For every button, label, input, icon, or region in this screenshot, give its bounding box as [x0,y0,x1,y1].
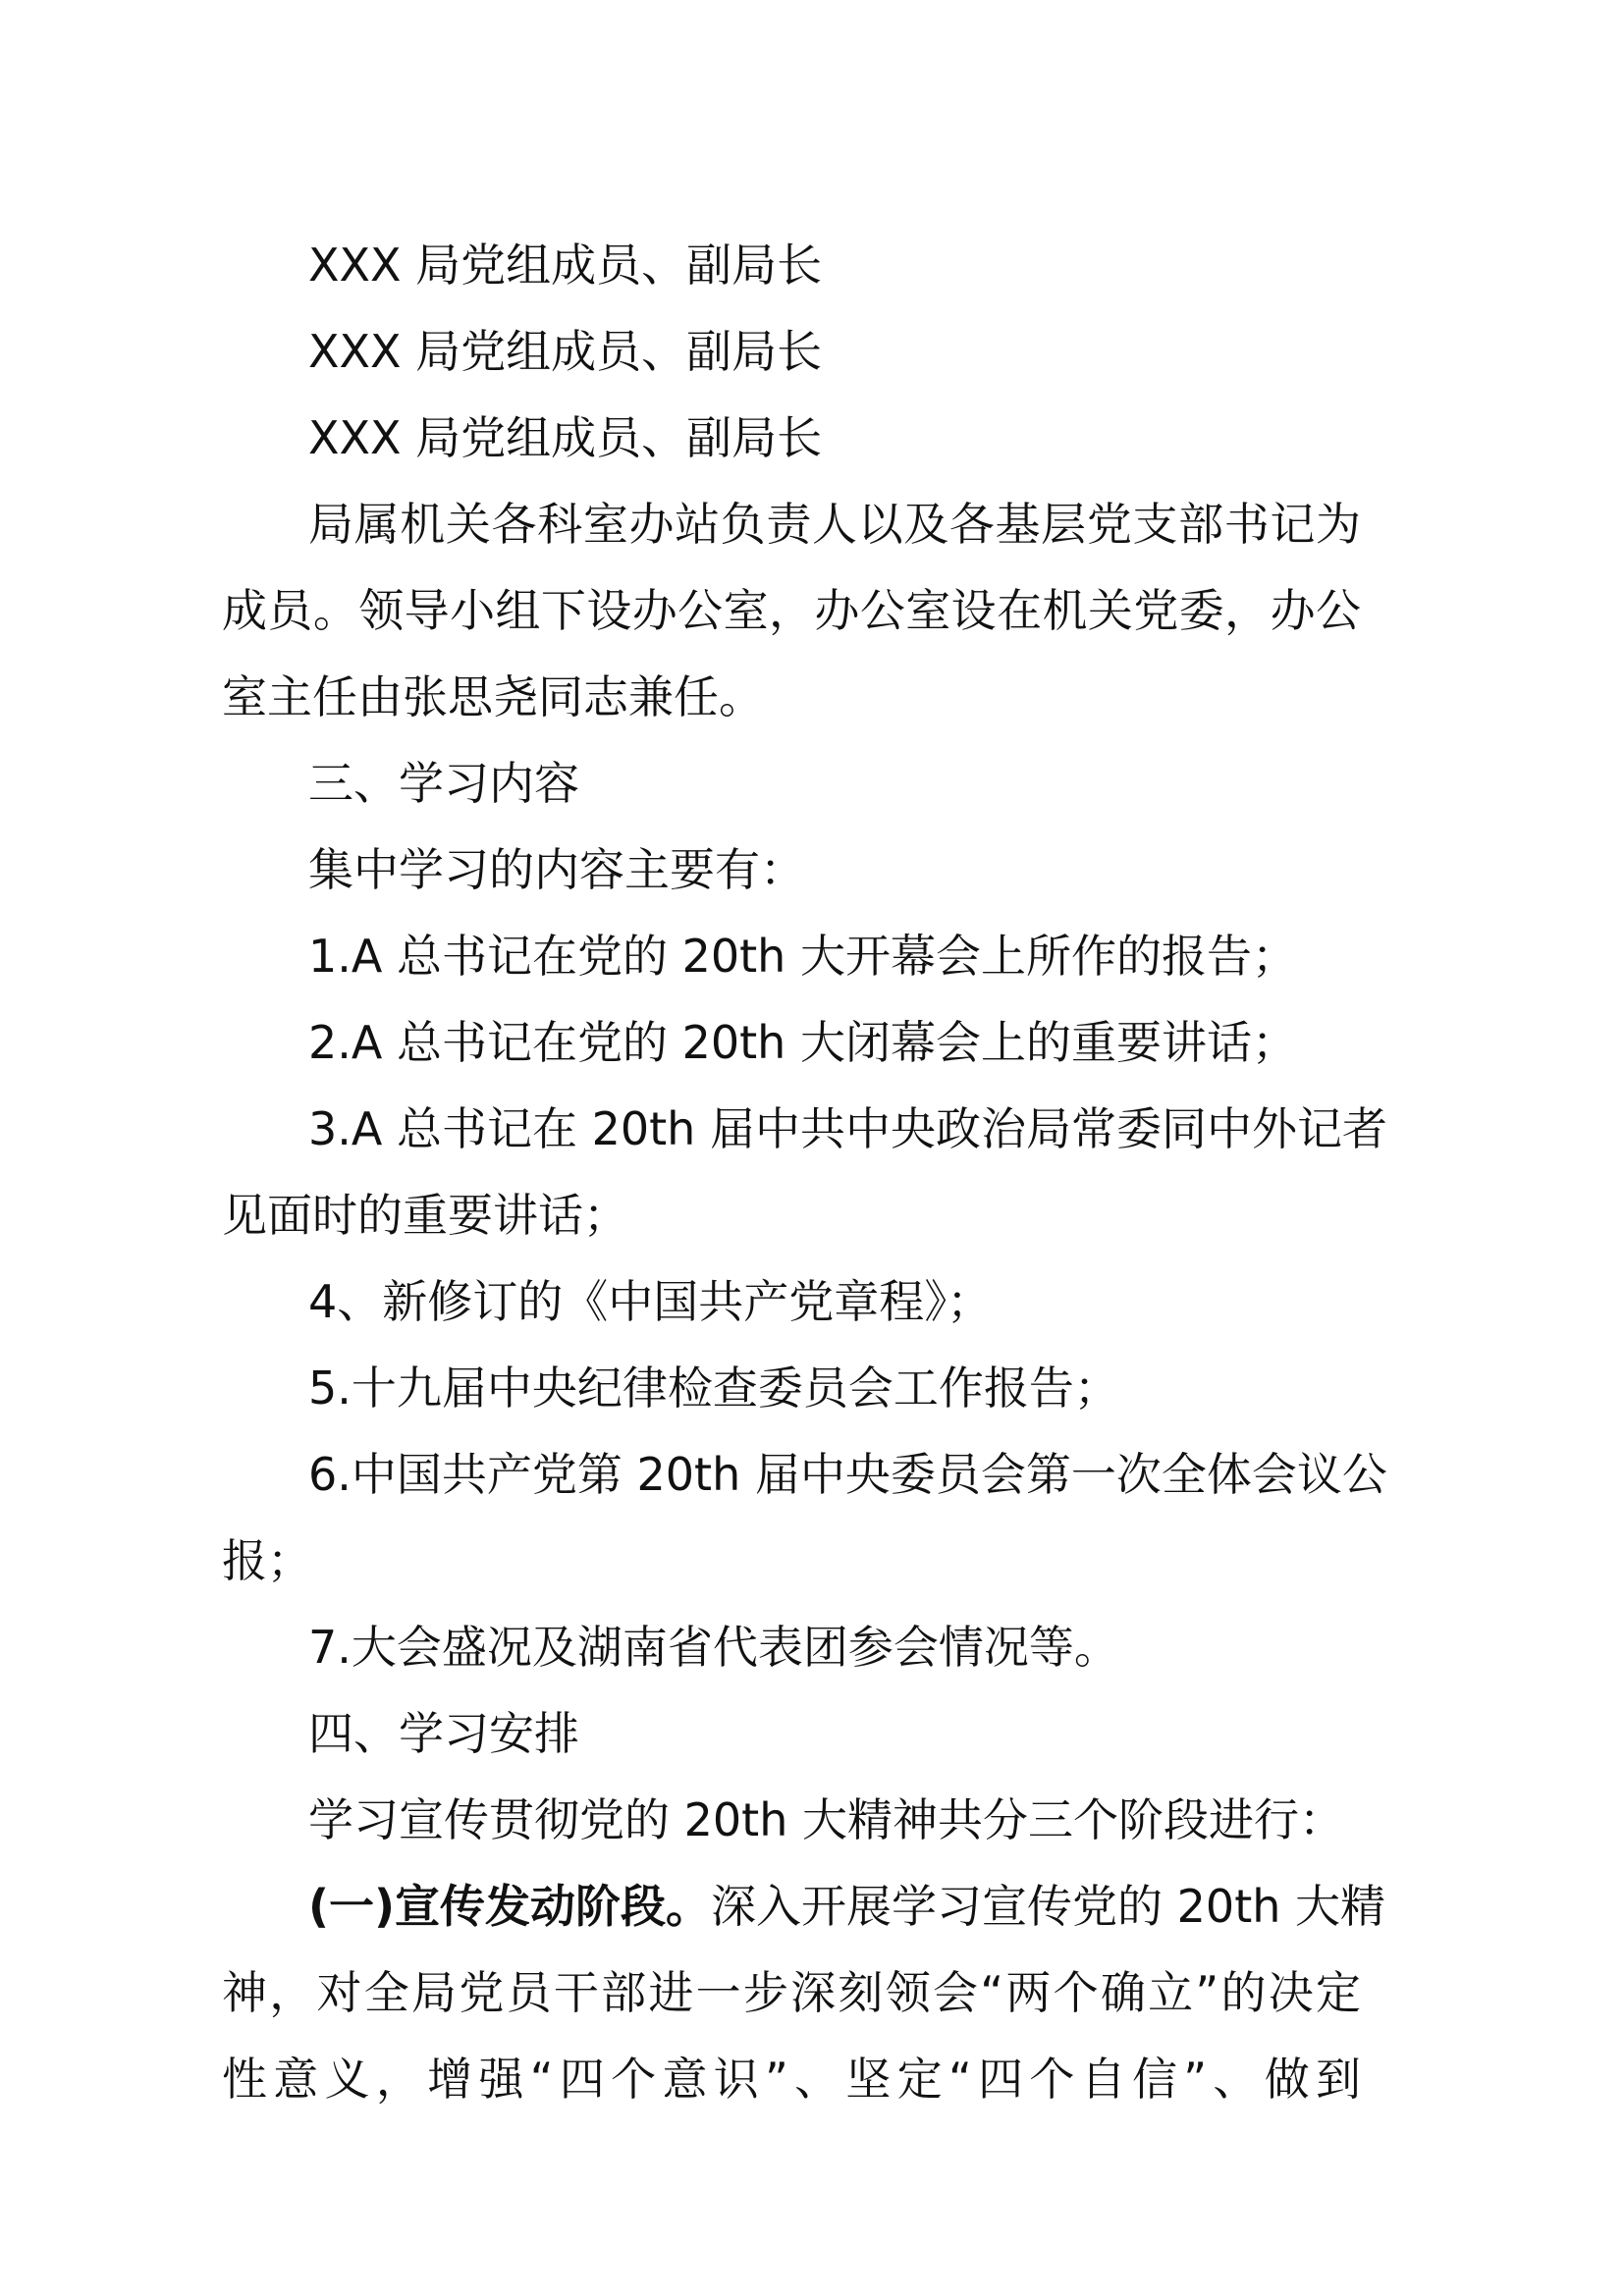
body-line: XXX 局党组成员、副局长 [308,325,823,378]
body-line: 见面时的重要讲话； [222,1189,628,1242]
body-line: 报； [222,1534,312,1587]
body-line: XXX 局党组成员、副局长 [308,239,823,292]
stage-one-heading: (一)宣传发动阶段。 [308,1880,712,1933]
document-body [222,222,1387,1863]
body-line: 6.中国共产党第 20th 届中央委员会第一次全体会议公 [308,1448,1387,1501]
body-line: 局属机关各科室办站负责人以及各基层党支部书记为 [308,498,1361,551]
body-line: 7.大会盛况及湖南省代表团参会情况等。 [308,1621,1119,1674]
body-line: 室主任由张思尧同志兼任。 [222,670,764,723]
body-line: 1.A 总书记在党的 20th 大开幕会上所作的报告； [308,930,1297,983]
body-line-tail-2: 性意义，增强“四个意识”、坚定“四个自信”、做到 [222,2053,1361,2106]
stage-one-line [222,1863,1386,1949]
body-line: 学习宣传贯彻党的 20th 大精神共分三个阶段进行： [308,1793,1344,1846]
body-line: 4、新修订的《中国共产党章程》； [308,1275,993,1328]
body-line: 三、学习内容 [308,757,579,810]
document-page [222,222,1387,2122]
body-line: 3.A 总书记在 20th 届中共中央政治局常委同中外记者 [308,1102,1387,1155]
body-line: 四、学习安排 [308,1707,579,1760]
body-line: 成员。领导小组下设办公室，办公室设在机关党委，办公 [222,584,1361,637]
body-line-tail-1: 神，对全局党员干部进一步深刻领会“两个确立”的决定 [222,1966,1361,2019]
body-line: XXX 局党组成员、副局长 [308,411,823,464]
body-line: 2.A 总书记在党的 20th 大闭幕会上的重要讲话； [308,1016,1297,1069]
stage-one-text: 深入开展学习宣传党的 20th 大精 [711,1880,1386,1933]
body-line: 5.十九届中央纪律检查委员会工作报告； [308,1362,1119,1415]
body-line: 集中学习的内容主要有： [308,843,805,896]
